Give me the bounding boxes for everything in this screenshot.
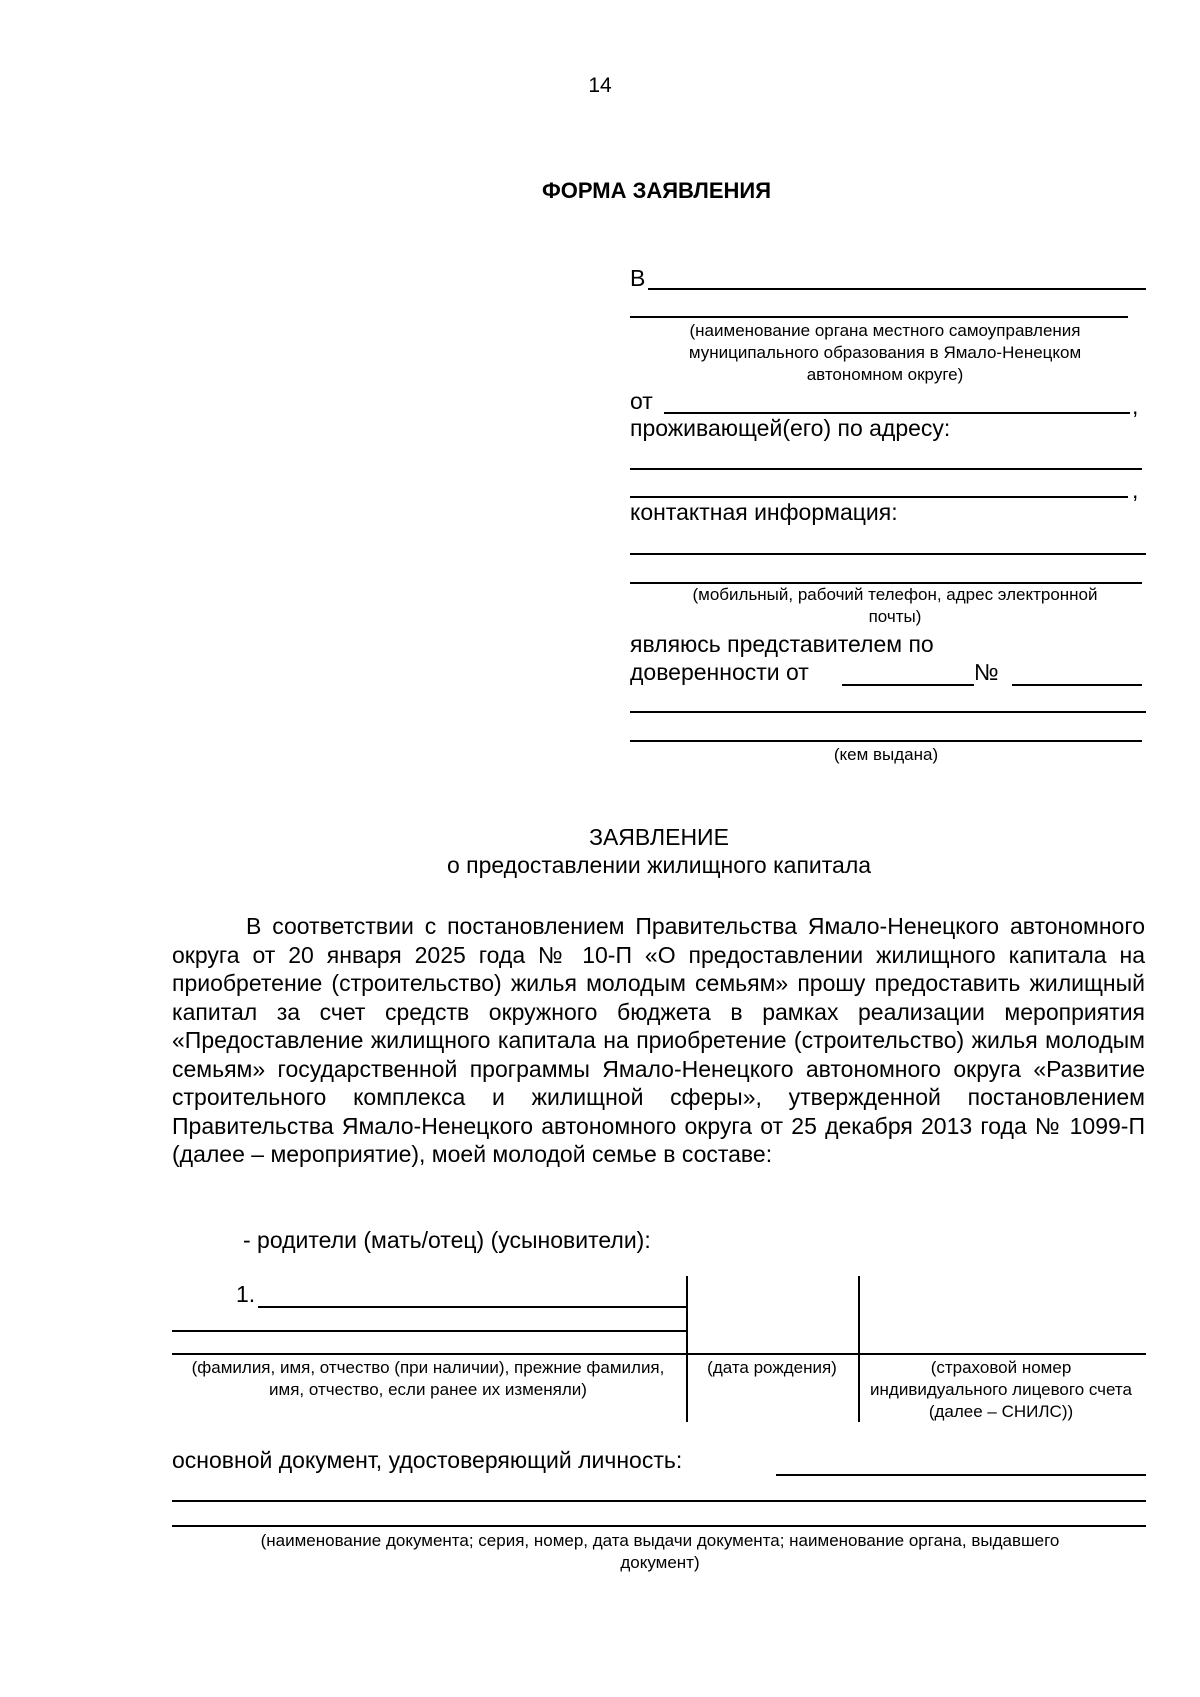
to-field-line-2[interactable]: [630, 316, 1128, 318]
parent-snils-hint: (страховой номер индивидуального лицевого счета (далее – СНИЛС)): [870, 1358, 1132, 1421]
parent-snils-cell[interactable]: [860, 1276, 1146, 1352]
contact-label: контактная информация:: [630, 499, 898, 525]
number-sign: №: [974, 659, 999, 685]
identity-label: основной документ, удостоверяющий личность:: [172, 1447, 683, 1473]
parent-name-line-2[interactable]: [172, 1330, 686, 1332]
identity-line-2[interactable]: [172, 1500, 1146, 1502]
statement-body: В соответствии с постановлением Правительства Ямало-Ненецкого автономного округа от 20 января 2025 года № 10-П «О предоставлении жилищного капитала на приобретение (строительство) жилья молодым семьям» прошу предоставить жилищный капитал за счет средств окружного бюджета в рамках реализации мероприятия «Предоставление жилищного капитала на приобретение (строительство) жилья молодым семьям» государственной программы Ямало-Ненецкого автономного округа «Развитие строительного комплекса и жилищной сферы», утвержденной постановлением Правительства Ямало-Ненецкого автономного округа от 25 декабря 2013 года № 1099-П (далее – мероприятие), моей молодой семье в составе:: [172, 913, 1145, 1167]
identity-hint: (наименование документа; серия, номер, дата выдачи документа; наименование органа, выдавшего документ): [260, 1531, 1060, 1572]
page-number: 14: [588, 74, 612, 97]
power-of-attorney-date-line[interactable]: [842, 684, 974, 686]
address-label: проживающей(его) по адресу:: [630, 415, 951, 441]
identity-line-3[interactable]: [172, 1525, 1146, 1527]
parent-name-line-1[interactable]: [258, 1306, 686, 1308]
contact-line-1[interactable]: [630, 553, 1146, 555]
to-prefix: В: [630, 265, 646, 291]
parent-table-header-line: [172, 1353, 1146, 1355]
representative-line-1: являюсь представителем по: [630, 631, 934, 657]
to-hint: (наименование органа местного самоуправления муниципального образования в Ямало-Ненецком автономном округе): [688, 321, 1082, 384]
form-title: ФОРМА ЗАЯВЛЕНИЯ: [541, 178, 772, 203]
to-field-line[interactable]: [648, 288, 1146, 290]
parent-birth-cell[interactable]: [688, 1276, 856, 1352]
from-prefix: от: [630, 388, 653, 414]
statement-title: ЗАЯВЛЕНИЕ: [589, 824, 729, 850]
parent-birth-hint: (дата рождения): [707, 1358, 837, 1377]
issued-by-hint: (кем выдана): [833, 745, 939, 764]
issued-by-line-2[interactable]: [630, 740, 1142, 742]
representative-line-2: доверенности от: [630, 659, 809, 685]
issued-by-line-1[interactable]: [630, 711, 1146, 713]
address-line-1[interactable]: [630, 468, 1142, 470]
from-comma: ,: [1132, 393, 1139, 419]
identity-line-1[interactable]: [776, 1474, 1146, 1476]
statement-subtitle: о предоставлении жилищного капитала: [446, 852, 872, 878]
power-of-attorney-number-line[interactable]: [1012, 684, 1142, 686]
contact-hint: (мобильный, рабочий телефон, адрес электронной почты): [692, 585, 1098, 626]
parent-row-number: 1.: [236, 1281, 256, 1307]
address-comma: ,: [1132, 477, 1139, 503]
parent-name-hint: (фамилия, имя, отчество (при наличии), прежние фамилия, имя, отчество, если ранее их изменяли): [191, 1358, 665, 1399]
parents-label: - родители (мать/отец) (усыновители):: [243, 1227, 651, 1253]
